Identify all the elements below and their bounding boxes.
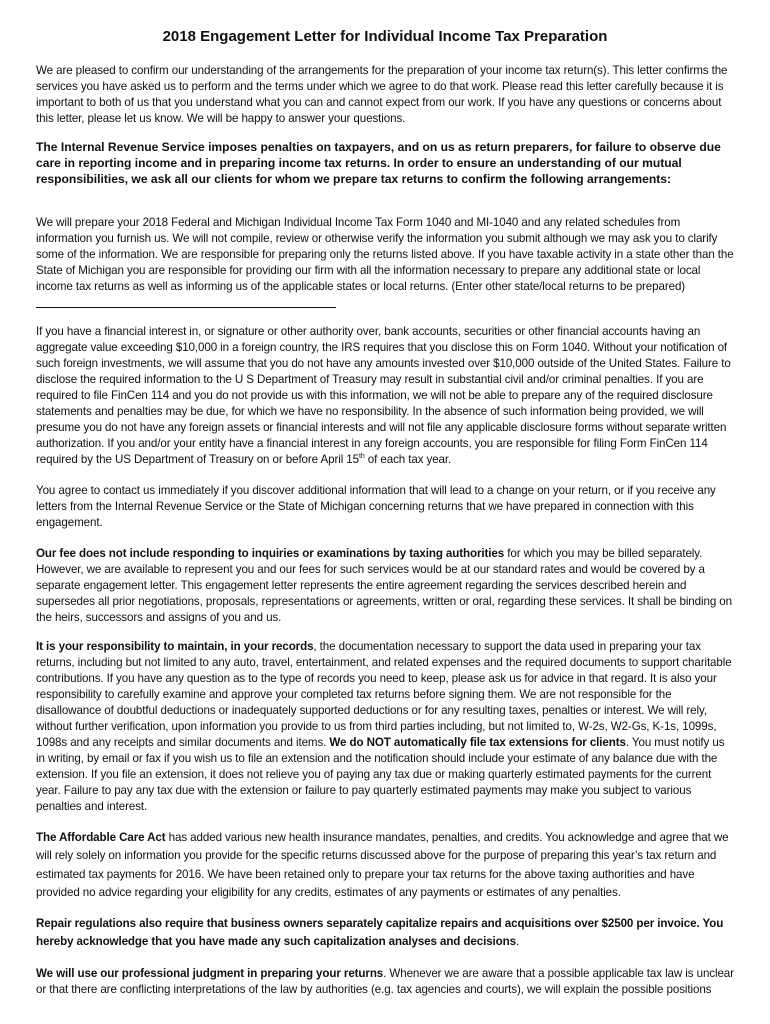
repair-regulations-text: Repair regulations also require that business owners separately capitalize repairs and acquisitions over $2500 per invoice. You hereby acknowledge that you have made any such capitalization analyses and decisions	[36, 917, 724, 949]
fees-heading: Our fee does not include responding to inquiries or examinations by taxing authorities	[36, 547, 505, 560]
professional-judgment-heading: We will use our professional judgment in preparing your returns	[36, 967, 384, 980]
repair-regulations-paragraph	[36, 915, 736, 952]
aca-heading: The Affordable Care Act	[36, 831, 166, 844]
scope-text: We will prepare your 2018 Federal and Michigan Individual Income Tax Form 1040 and MI-1040 and any related schedules from information you furnish us. We will not compile, review or otherwise verify the information you submit although we may ask you to clarify some of the information. We are responsible for preparing only the returns listed above. If you have taxable activity in a state other than the State of Michigan you are responsible for providing our firm with all the information necessary to prepare any additional state or local income tax returns as well as informing us of the applicable states or local returns. (Enter other state/local returns to be prepared)	[36, 216, 734, 293]
repair-regulations-end: .	[516, 935, 520, 949]
intro-paragraph: We are pleased to confirm our understanding of the arrangements for the preparation of your income tax return(s). This letter confirms the services you have asked us to perform and the terms under which we agree to do that work. Please read this letter carefully because it is important to both of us that you understand what you can and cannot expect from our work. If you have any questions or concerns about this letter, please let us know. We will be happy to answer your questions.	[36, 64, 728, 125]
aca-text: has added various new health insurance mandates, penalties, and credits. You acknowledge and agree that we will rely solely on information you provide for the specific returns discussed above for the purpose of preparing this year’s tax return and estimated tax payments for 2016. We have been retained only to prepare your tax returns for the above taxing authorities and have provided no advice regarding your eligibility for any credits, estimates of any payments or estimates of any penalties.	[36, 831, 729, 900]
foreign-accounts-text: If you have a financial interest in, or signature or other authority over, bank accounts, securities or other financial accounts having an aggregate value exceeding $10,000 in a foreign country, the IRS requires that you disclose this on Form 1040. Without your notification of such foreign investments, we will assume that you do not have any amounts invested over $10,000 outside of the United States. Failure to disclose the required information to the U S Department of Treasury may result in substantial civil and/or criminal penalties. If you are required to file FinCen 114 and you do not provide us with this information, we will not be able to prepare any of the required disclosure statements and penalties may be due, for which we have no responsibility. In the absence of such information being provided, we will presume you do not have any foreign assets or financial interests and will not file any applicable disclosure forms without separate written authorization. If you and/or your entity have a financial interest in any foreign accounts, you are responsible for filing Form FinCen 114 required by the US Department of Treasury on or before April 15	[36, 325, 731, 466]
extensions-text: . You must notify us in writing, by email or fax if you wish us to file an extension and the notification should include your estimate of any balance due with the extension. If you file an extension, it does not relieve you of paying any tax due or making quarterly estimated payments for the current year. Failure to pay any tax due with the extension or failure to pay quarterly estimated payments may make you subject to various penalties and interest.	[36, 736, 725, 813]
records-text: , the documentation necessary to support the data used in preparing your tax returns, including but not limited to any auto, travel, entertainment, and related expenses and the required documents to support charitable contributions. If you have any question as to the type of records you need to keep, please ask us for advice in that regard. It is also your responsibility to carefully examine and approve your completed tax returns before signing them. We are not responsible for the disallowance of doubtful deductions or inadequately supported deductions or for any resulting taxes, penalties or interest. We will rely, without further verification, upon information you provide to us from third parties including, but not limited to, W-2s, W2-Gs, K-1s, 1099s, 1098s and any receipts and similar documents and items.	[36, 640, 732, 749]
fees-paragraph	[36, 546, 736, 626]
records-heading: It is your responsibility to maintain, in your records	[36, 640, 314, 653]
fees-text: for which you may be billed separately. However, we are available to represent you and our fees for such services would be at our standard rates and would be covered by a separate engagement letter. This engagement letter represents the entire agreement regarding the services described herein and supersedes all prior negotiations, proposals, representations or agreements, written or oral, regarding these services. It shall be binding on the heirs, successors and assigns of you and us.	[36, 547, 732, 624]
contact-paragraph: You agree to contact us immediately if you discover additional information that will lead to a change on your return, or if you receive any letters from the Internal Revenue Service or the State of Michigan concerning returns that we have prepared in connection with this engagement.	[36, 484, 716, 529]
irs-penalty-notice: The Internal Revenue Service imposes penalties on taxpayers, and on us as return preparers, for failure to observe due care in reporting income and in preparing income tax returns. In order to ensure an understanding of our mutual responsibilities, we ask all our clients for whom we prepare tax returns to confirm the following arrangements:	[36, 140, 721, 186]
ordinal-superscript: th	[359, 453, 365, 460]
professional-judgment-text: . Whenever we are aware that a possible applicable tax law is unclear or that there are conflicting interpretations of the law by authorities (e.g. tax agencies and courts), we will explain the possible positions	[36, 967, 734, 996]
aca-paragraph	[36, 829, 736, 903]
professional-judgment-paragraph	[36, 966, 736, 998]
extensions-notice: We do NOT automatically file tax extensions for clients	[329, 736, 626, 749]
foreign-accounts-paragraph	[36, 324, 736, 468]
document-title: 2018 Engagement Letter for Individual Income Tax Preparation	[162, 28, 608, 45]
foreign-accounts-tail: of each tax year.	[364, 453, 452, 466]
scope-paragraph	[36, 215, 736, 313]
other-returns-blank-line[interactable]	[36, 295, 336, 308]
records-paragraph	[36, 639, 736, 815]
